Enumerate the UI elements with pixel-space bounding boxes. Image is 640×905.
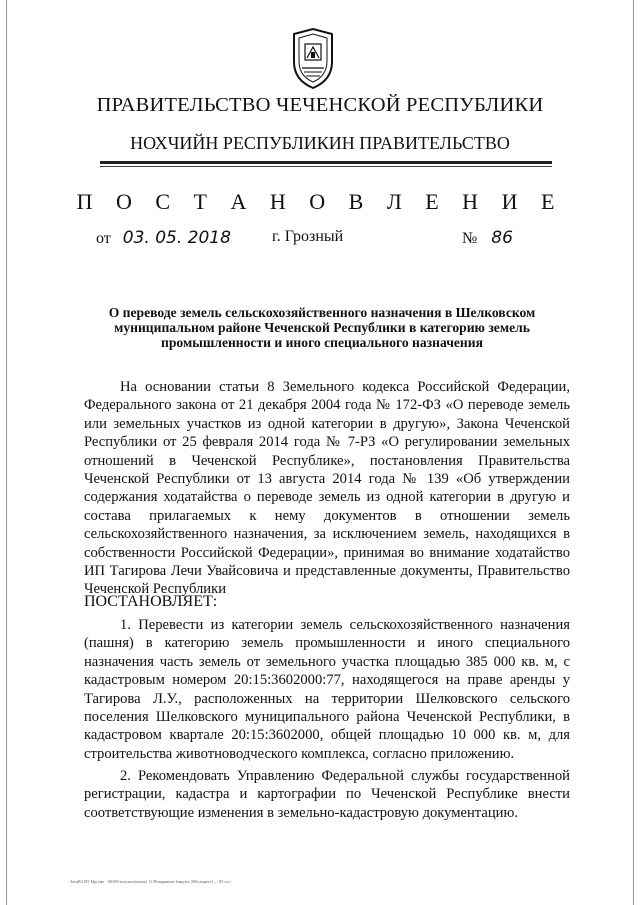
date-block (96, 228, 231, 248)
item-2 (84, 767, 570, 822)
government-title: ПРАВИТЕЛЬСТВО ЧЕЧЕНСКОЙ РЕСПУБЛИКИ (96, 94, 544, 116)
header-divider-thick (100, 161, 552, 164)
item-1-text: 1. Перевести из категории земель сельскохозяйственного назначения (пашня) в категорию земель промышленности и иного специального назначения часть земель от земельного участка площадью 385 000 кв. м, с кадастровым номером 20:15:3602000:77, находящегося на праве аренды у Тагирова Л.У., расположенных на территории Шелковского сельского поселения Шелковского муниципального района Чеченской Республики, в кадастровом квартале 20:15:3602000, общей площадью 10 000 кв. м, для строительства животноводческого комплекса, согласно приложению. (84, 617, 570, 762)
document-subject: О переводе земель сельскохозяйственного назначения в Шелковском муниципальном районе Чеченской Республики в категорию земель промышленности и иного специального назначения (108, 305, 536, 350)
number-prefix: № (462, 230, 478, 247)
item-1 (84, 616, 570, 763)
preamble-text: На основании статьи 8 Земельного кодекса Российской Федерации, Федерального закона от 21 декабря 2004 года № 172-ФЗ «О переводе земель или земельных участков из одной категории в другую», Закона Чеченской Республики от 25 февраля 2014 года № 7-РЗ «О регулировании земельных отношений в Чеченской Республике», постановления Правительства Чеченской Республики от 13 августа 2014 года № 139 «Об утверждении содержания ходатайства о переводе земель из одной категории в другую и состава прилагаемых к нему документов в отношении земель сельскохозяйственного назначения, за исключением земель, находящихся в собственности Российской Федерации», принимая во внимание ходатайство ИП Тагирова Лечи Увайсовича и представленные документы, Правительство Чеченской Республики (84, 379, 570, 598)
header-divider-thin (100, 166, 552, 167)
date-value: 03. 05. 2018 (122, 228, 231, 248)
resolves-heading: ПОСТАНОВЛЯЕТ: (84, 593, 218, 610)
number-value: 86 (491, 228, 513, 248)
scan-footer: ЗатиВ4 НТ Ырґуме - 00300/ґалулин)мґаен2 11/Пошряноне Ізваріть [Мб-амрете] — 85 сч.ґ (70, 879, 232, 884)
coat-of-arms-emblem (290, 28, 336, 90)
document-type: П О С Т А Н О В Л Е Н И Е (76, 189, 564, 214)
date-prefix: от (96, 230, 111, 247)
government-title-chechen: НОХЧИЙН РЕСПУБЛИКИН ПРАВИТЕЛЬСТВО (130, 133, 510, 153)
number-block (462, 228, 513, 248)
city: г. Грозный (272, 228, 344, 245)
preamble (84, 378, 570, 599)
item-2-text: 2. Рекомендовать Управлению Федеральной службы государственной регистрации, кадастра и картографии по Чеченской Республике внести соответствующие изменения в земельно-кадастровую документацию. (84, 768, 570, 821)
